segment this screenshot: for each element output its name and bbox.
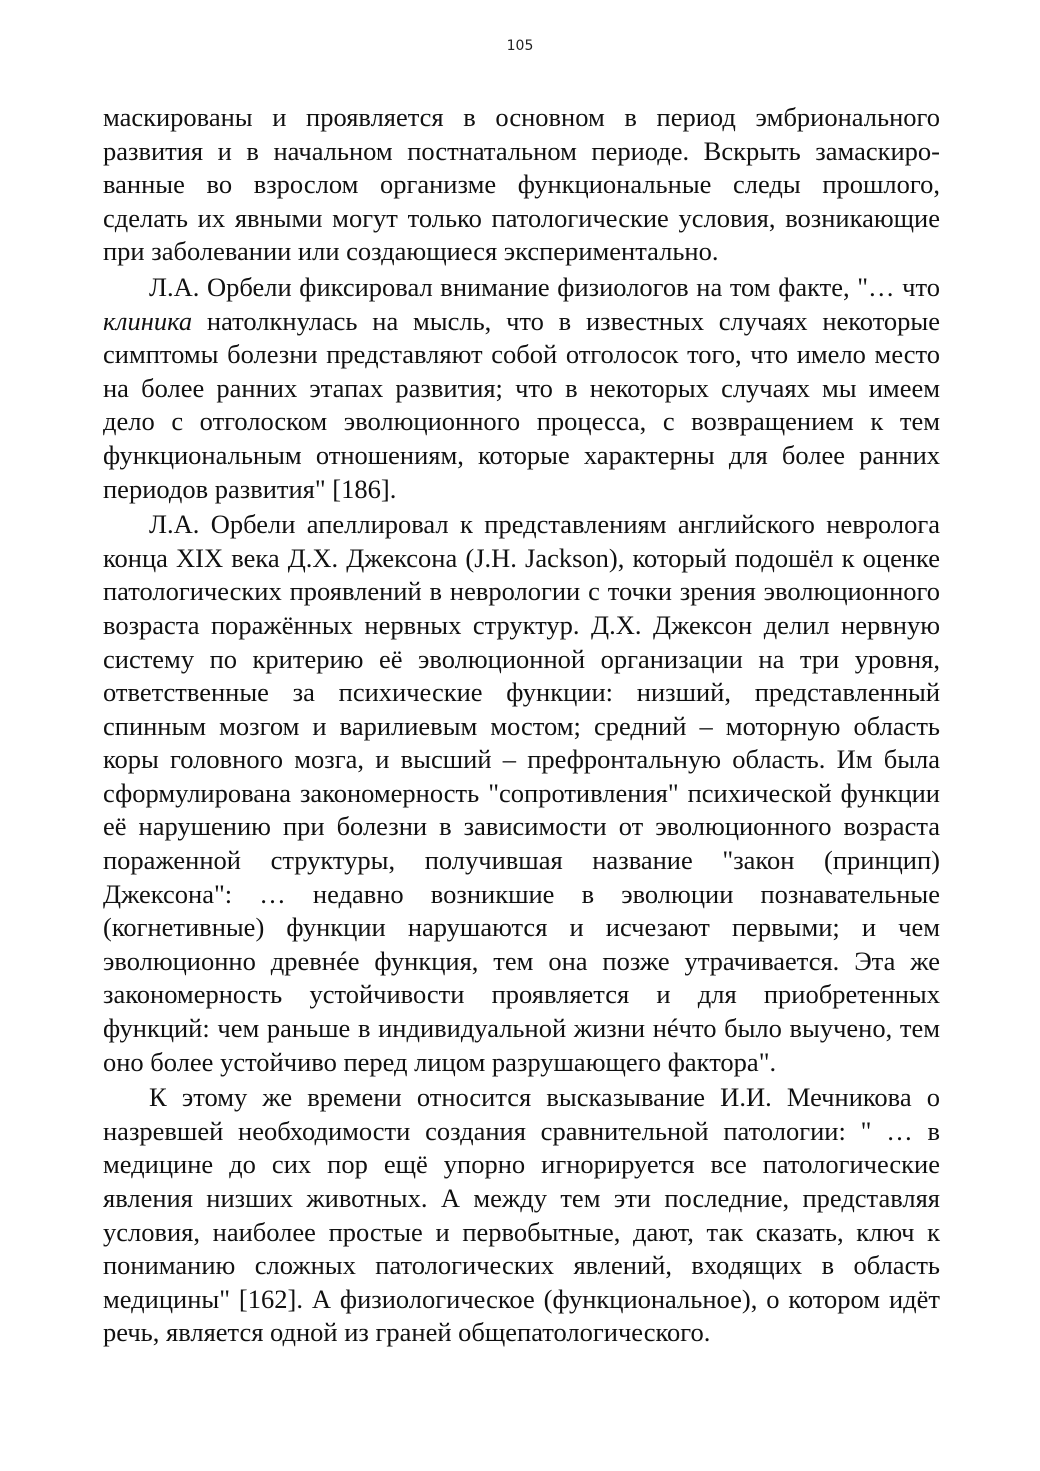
paragraph-text: Л.А. Орбели апеллировал к представлениям английского невролога конца XIX века Д.Х. Джексона (J.H. Jackson), который подошёл к оценке патологических проявлений в неврологии с точки зрения эволюционного возраста поражённых нервных структур. Д.Х. Джексон делил нервную систему по критерию её эволюционной организации на три уровня, ответственные за психические функции: низший, представленный спинным мозгом и варилиевым мостом; средний – моторную область коры головного мозга, и высший – префронтальную область. Им была сформулирована закономерность "сопротивления" психической функции её нарушению при болезни в зависимости от эволюционного возраста пораженной структуры, получившая название "закон (принцип) Джексона": … недавно возникшие в эволюции познавательные (когнетивные) функции нарушаются и исчезают первыми; и чем эволюционно древнéе функция, тем она позже утрачивается. Эта же закономерность устойчивости проявляется и для приобретенных функций: чем раньше в индивидуальной жизни нéчто было выучено, тем оно более устойчиво перед лицом разрушающего фактора". [103,509,940,1077]
paragraph-orbeli-clinic [103,271,940,506]
paragraph-text: натолкнулась на мысль, что в известных случаях некоторые симптомы болезни представляют собой отголосок того, что имело место на более ранних этапах развития; что в некоторых случаях мы имеем дело с отголоском эволюционного процесса, с возвращением к тем функциональным отношениям, которые характерны для более ранних периодов развития" [186]. [103,305,940,504]
paragraph-text: маскированы и проявляется в основном в период эмбрионального развития и в начальном постнатальном периоде. Вскрыть замаскированные во взрослом организме функциональные следы прошлого, сделать их явными могут только патологические условия, возникающие при заболевании или создающиеся экспериментально. [103,102,940,267]
page-text-body [103,101,940,1350]
paragraph-mechnikov [103,1081,940,1350]
paragraph-continuation [103,101,940,269]
page-number: 105 [506,38,534,54]
paragraph-text: Л.А. Орбели фиксировал внимание физиологов на том факте, "… что [149,271,940,302]
paragraph-jackson [103,508,940,1079]
italic-term-clinic: клиника [103,305,193,336]
paragraph-text: К этому же времени относится высказывание И.И. Мечникова о назревшей необходимости создания сравнительной патологии: " … в медицине до сих пор ещё упорно игнорируется все патологические явления низших животных. А между тем эти последние, представляя условия, наиболее простые и первобытные, дают, так сказать, ключ к пониманию сложных патологических явлений, входящих в область медицины" [162]. А физиологическое (функциональное), о котором идёт речь, является одной из граней общепатологического. [103,1082,940,1348]
